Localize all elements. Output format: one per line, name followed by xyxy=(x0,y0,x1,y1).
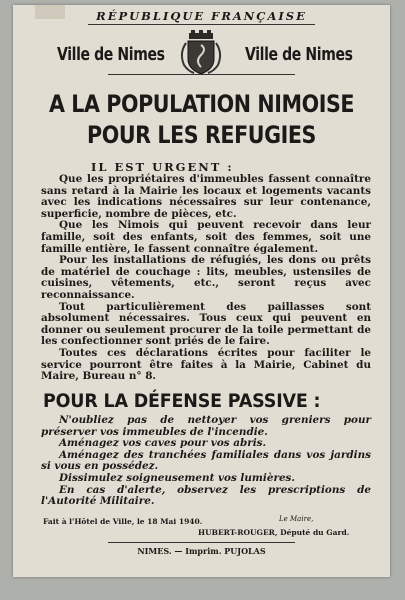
date-line: Fait à l'Hôtel de Ville, le 18 Mai 1940. xyxy=(43,517,203,526)
defense-instructions xyxy=(41,415,371,508)
instruction-alerte: En cas d'alerte, observez les prescriptions de l'Autorité Militaire. xyxy=(41,483,371,508)
instruction-tranchees: Aménagez des tranchées familiales dans vos jardins si vous en possédez. xyxy=(41,448,371,473)
footer-rule xyxy=(108,542,295,543)
signature-line: HUBERT-ROUGER, Député du Gard. xyxy=(198,528,350,537)
appeal-text xyxy=(41,174,371,383)
paragraph-donations: Pour les installations de réfugiés, les dons ou prêts de matériel de couchage : lits, meubles, ustensiles de cuisines, vêtements, etc., seront reçus avec reconnaissance. xyxy=(41,254,371,301)
urgent-heading: IL EST URGENT : xyxy=(91,160,234,174)
maire-label: Le Maire, xyxy=(279,515,314,523)
instruction-lumieres: Dissimulez soigneusement vos lumières. xyxy=(59,471,296,484)
paragraph-host-families: Que les Nimois qui peuvent recevoir dans leur famille, soit des enfants, soit des femmes, soit une famille entière, le fassent connaître également. xyxy=(41,219,371,255)
defense-heading: POUR LA DÉFENSE PASSIVE : xyxy=(43,390,321,412)
instruction-caves: Aménagez vos caves pour vos abris. xyxy=(59,437,267,450)
republique-header: RÉPUBLIQUE FRANÇAISE xyxy=(96,9,307,23)
paragraph-vacant-housing: Que les propriétaires d'immeubles fassent connaître sans retard à la Mairie les locaux et logements vacants avec les indications nécessaires sur leur contenance, superficie, nombre de pièces, etc. xyxy=(41,173,371,220)
paragraph-paillasses: Tout particulièrement des paillasses sont absolument nécessaires. Tous ceux qui peuvent en donner ou seulement procurer de la toile permettant de les confectionner sont priés de le faire. xyxy=(41,300,371,348)
header-rule xyxy=(88,24,315,25)
instruction-greniers: N'oubliez pas de nettoyer vos greniers pour préserver vos immeubles de l'incendie. xyxy=(41,414,371,438)
printer-line: NIMES. — Imprim. PUJOLAS xyxy=(137,546,266,556)
ville-label-left: Ville de Nimes xyxy=(57,44,165,65)
paragraph-declarations: Toutes ces déclarations écrites pour faciliter le service pourront être faites à la Mairie, Cabinet du Maire, Bureau n° 8. xyxy=(41,346,371,383)
ville-label-right: Ville de Nimes xyxy=(245,44,353,65)
title-line-1: A LA POPULATION NIMOISE xyxy=(48,90,355,118)
poster-sheet xyxy=(13,5,390,577)
title-line-2: POUR LES REFUGIES xyxy=(87,121,316,149)
city-crest-icon xyxy=(176,29,226,77)
crest-rule xyxy=(108,74,295,75)
